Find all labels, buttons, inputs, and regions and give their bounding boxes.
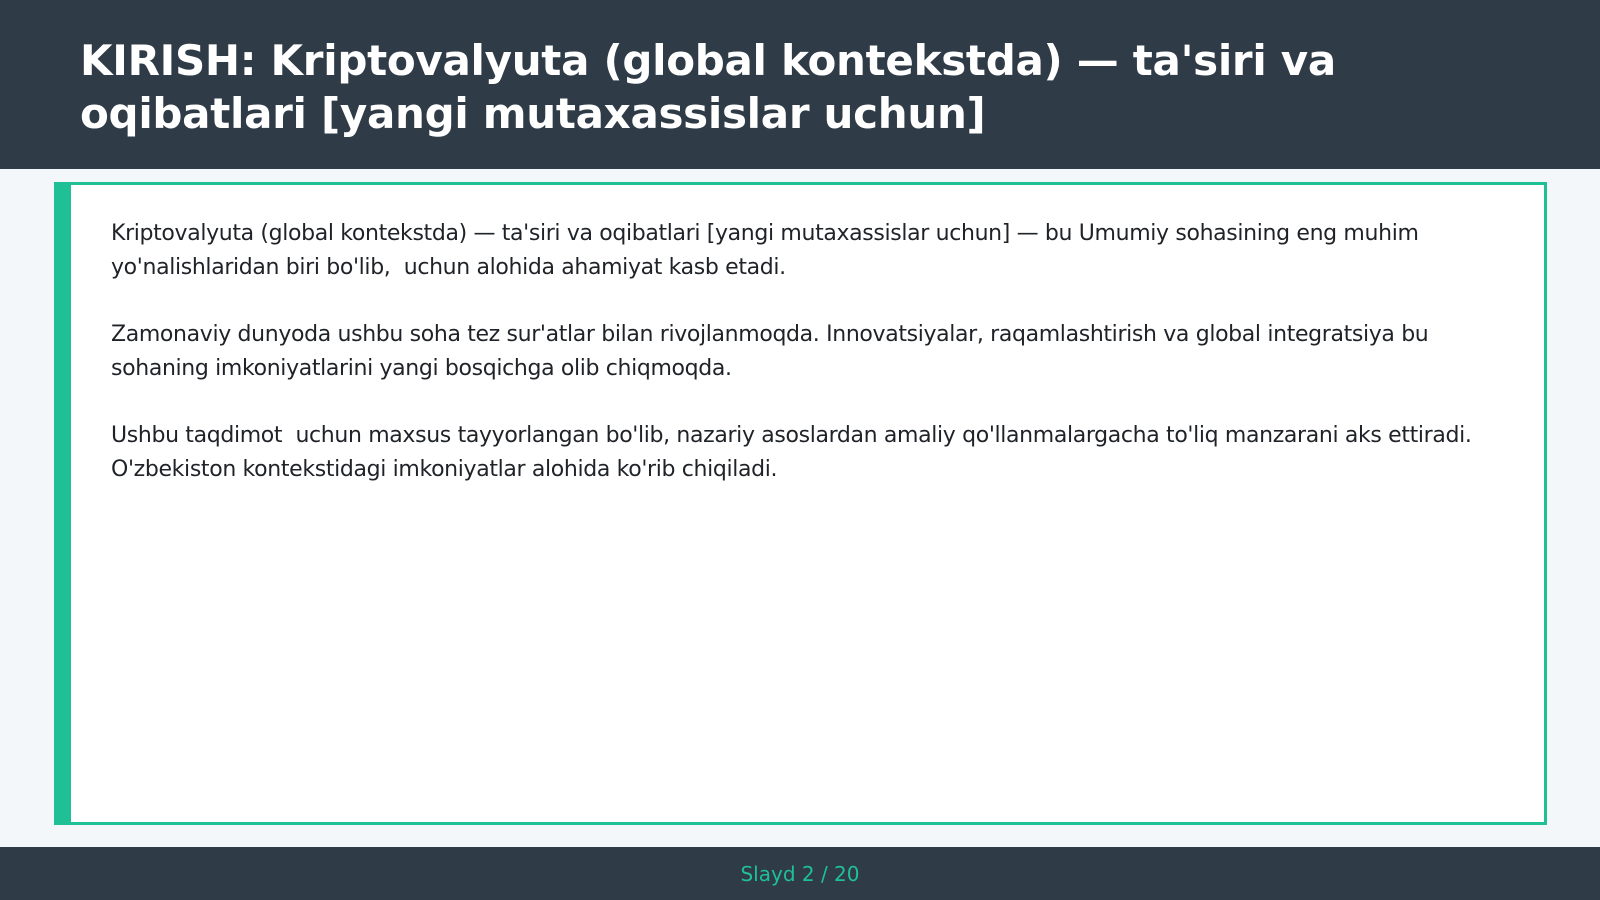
slide-header xyxy=(0,0,1600,169)
slide-title: KIRISH: Kriptovalyuta (global kontekstda) — ta'siri va oqibatlari [yangi mutaxassislar uchun] xyxy=(80,36,1336,138)
intro-paragraph-2: Zamonaviy dunyoda ushbu soha tez sur'atlar bilan rivojlanmoqda. Innovatsiyalar, raqamlashtirish va global integratsiya bu sohaning imkoniyatlarini yangi bosqichga olib chiqmoqda. xyxy=(111,322,1436,381)
slide-counter: Slayd 2 / 20 xyxy=(740,861,860,886)
intro-paragraph-3: Ushbu taqdimot uchun maxsus tayyorlangan bo'lib, nazariy asoslardan amaliy qo'llanmalargacha to'liq manzarani aks ettiradi. O'zbekiston kontekstidagi imkoniyatlar alohida ko'rib chiqiladi. xyxy=(111,423,1479,482)
content-card xyxy=(54,182,1547,825)
slide-footer xyxy=(0,847,1600,900)
intro-paragraph-1: Kriptovalyuta (global kontekstda) — ta'siri va oqibatlari [yangi mutaxassislar uchun] — bu Umumiy sohasining eng muhim yo'nalishlaridan biri bo'lib, uchun alohida ahamiyat kasb etadi. xyxy=(111,221,1426,280)
